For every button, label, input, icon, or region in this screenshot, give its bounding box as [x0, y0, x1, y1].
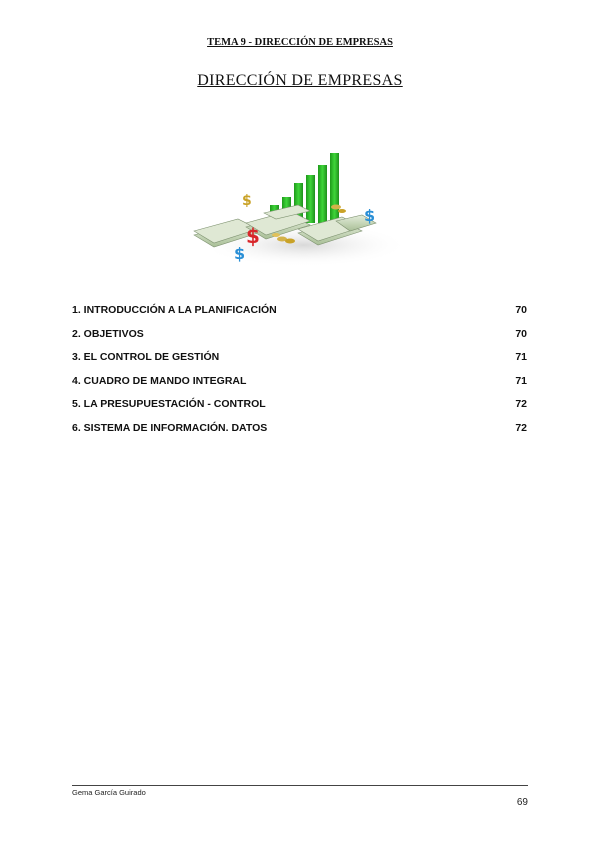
- toc-entry-label: 2. OBJETIVOS: [72, 327, 144, 340]
- running-header: TEMA 9 - DIRECCIÓN DE EMPRESAS: [207, 37, 393, 48]
- toc-entry-page: 70: [515, 327, 527, 340]
- toc-entry[interactable]: [72, 328, 527, 352]
- svg-text:$: $: [234, 244, 246, 263]
- footer-divider: [72, 785, 528, 786]
- toc-entry[interactable]: [72, 422, 527, 446]
- finance-growth-illustration: [186, 135, 412, 280]
- svg-text:$: $: [364, 206, 376, 225]
- toc-entry-label: 5. LA PRESUPUESTACIÓN - CONTROL: [72, 398, 266, 410]
- svg-text:$: $: [242, 193, 252, 209]
- toc-entry-page: 71: [515, 374, 527, 387]
- toc-entry-label: 1. INTRODUCCIÓN A LA PLANIFICACIÓN: [72, 304, 277, 316]
- toc-entry-label: 6. SISTEMA DE INFORMACIÓN. DATOS: [72, 421, 268, 434]
- toc-entry[interactable]: [72, 398, 527, 422]
- table-of-contents: [72, 304, 527, 445]
- toc-entry[interactable]: [72, 351, 527, 375]
- footer-author: Gema García Guirado: [72, 788, 146, 797]
- toc-entry-page: 72: [515, 421, 527, 434]
- toc-entry[interactable]: [72, 375, 527, 399]
- toc-entry-page: 72: [515, 398, 527, 410]
- page-number: 69: [516, 797, 528, 808]
- toc-entry[interactable]: [72, 304, 527, 328]
- page-title: DIRECCIÓN DE EMPRESAS: [197, 72, 403, 89]
- toc-entry-page: 71: [515, 351, 527, 363]
- toc-entry-label: 4. CUADRO DE MANDO INTEGRAL: [72, 374, 247, 387]
- toc-entry-page: 70: [515, 304, 527, 316]
- toc-entry-label: 3. EL CONTROL DE GESTIÓN: [72, 351, 220, 363]
- svg-text:$: $: [246, 224, 260, 248]
